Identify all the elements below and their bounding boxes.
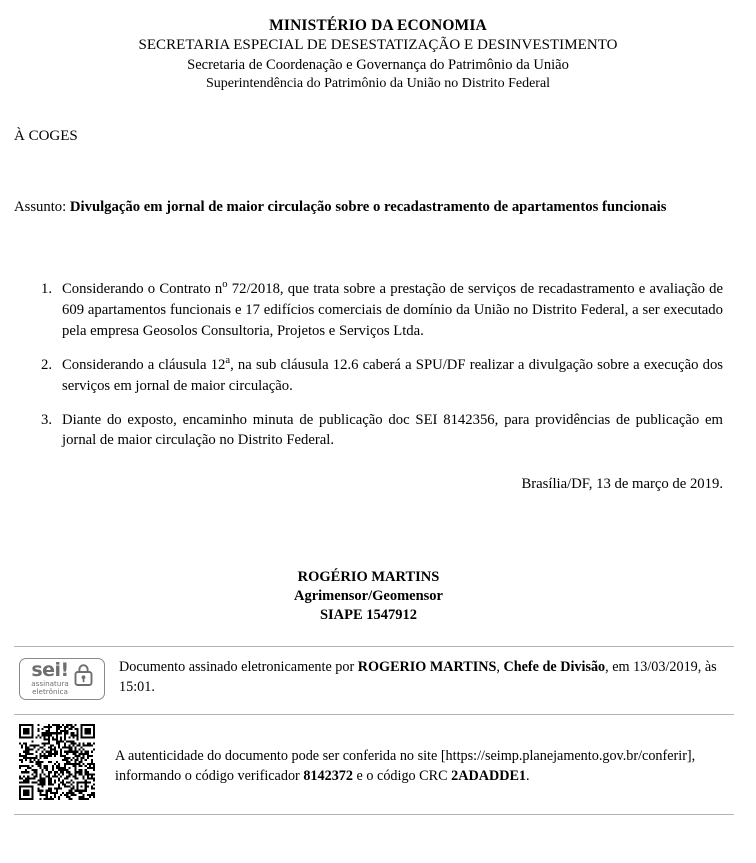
qr-code-icon [19, 724, 95, 800]
sei-badge-subtitle [31, 680, 69, 697]
signature-id: SIAPE 1547912 [319, 606, 418, 623]
ordinal-indicator: a [225, 354, 231, 366]
list-item-marker: 2. [41, 356, 53, 373]
subject-line [14, 197, 723, 217]
list-item-marker: 3. [41, 411, 53, 428]
document-body [0, 128, 756, 625]
signature-prefix: Documento assinado eletronicamente por [119, 658, 358, 675]
list-item-marker: 1. [41, 281, 53, 298]
signature-role: Agrimensor/Geomensor [294, 588, 443, 605]
numbered-list [14, 279, 723, 451]
signature-name: ROGÉRIO MARTINS [297, 569, 440, 586]
list-item-text-after: , na sub cláusula 12.6 caberá a SPU/DF realizar a divulgação sobre a execução dos serviços em jornal de maior circulação. [62, 356, 723, 394]
sei-badge-subtitle-line2: eletrônica [32, 687, 68, 697]
verification-text [95, 724, 730, 786]
list-item-text-before: Considerando o Contrato n [62, 281, 223, 298]
subject-label: Assunto: [14, 198, 67, 215]
ordinal-indicator: o [222, 279, 228, 291]
verification-crc: 2ADADDE1 [451, 767, 527, 784]
verification-middle: e o código CRC [352, 767, 452, 784]
electronic-signature-text [105, 657, 726, 697]
sei-signature-badge [19, 658, 105, 700]
document-header [0, 0, 756, 94]
header-line-superintendence: Superintendência do Patrimônio da União no Distrito Federal [205, 76, 551, 92]
signature-signer-name: ROGERIO MARTINS [357, 658, 497, 675]
date-line: Brasília/DF, 13 de março de 2019. [521, 476, 723, 493]
sei-badge-subtitle-line1: assinatura [31, 679, 69, 689]
sei-badge-label [31, 658, 69, 697]
divider-bottom [14, 814, 734, 815]
list-item [14, 410, 723, 452]
header-line-secretariat: SECRETARIA ESPECIAL DE DESESTATIZAÇÃO E DESINVESTIMENTO [138, 37, 618, 54]
signature-signer-role: Chefe de Divisão [503, 658, 606, 675]
verification-prefix: A autenticidade do documento pode ser conferida no site [https://seimp.planejamento.gov.br/conferir], informando o código verificador [115, 747, 696, 784]
signature-block [14, 568, 723, 625]
subject-value: Divulgação em jornal de maior circulação sobre o recadastramento de apartamentos funcionais [69, 198, 667, 215]
padlock-icon [73, 663, 94, 692]
header-line-coordination: Secretaria de Coordenação e Governança do Patrimônio da União [187, 57, 569, 74]
verification-suffix: . [526, 767, 530, 784]
list-item-text-before: Considerando a cláusula 12 [62, 356, 226, 373]
verification-row [0, 715, 756, 800]
electronic-signature-row [0, 647, 756, 700]
sei-wordmark: sei! [31, 658, 69, 681]
list-item [14, 355, 723, 397]
verification-code: 8142372 [303, 767, 353, 784]
list-item-text-after: 72/2018, que trata sobre a prestação de serviços de recadastramento e avaliação de 609 apartamentos funcionais e 17 edifícios comerciais de domínio da União no Distrito Federal, a ser executado pela empresa Geosolos Consultoria, Projetos e Serviços Ltda. [62, 281, 723, 339]
addressee: À COGES [14, 127, 78, 144]
list-item-text-before: Diante do exposto, encaminho minuta de publicação doc SEI 8142356, para providências de publicação em jornal de maior circulação no Distrito Federal. [62, 411, 723, 449]
signature-suffix: , em 13/03/2019, às 15:01. [119, 658, 717, 695]
signature-separator: , [496, 658, 504, 675]
header-line-ministry: MINISTÉRIO DA ECONOMIA [269, 17, 487, 34]
list-item [14, 279, 723, 342]
